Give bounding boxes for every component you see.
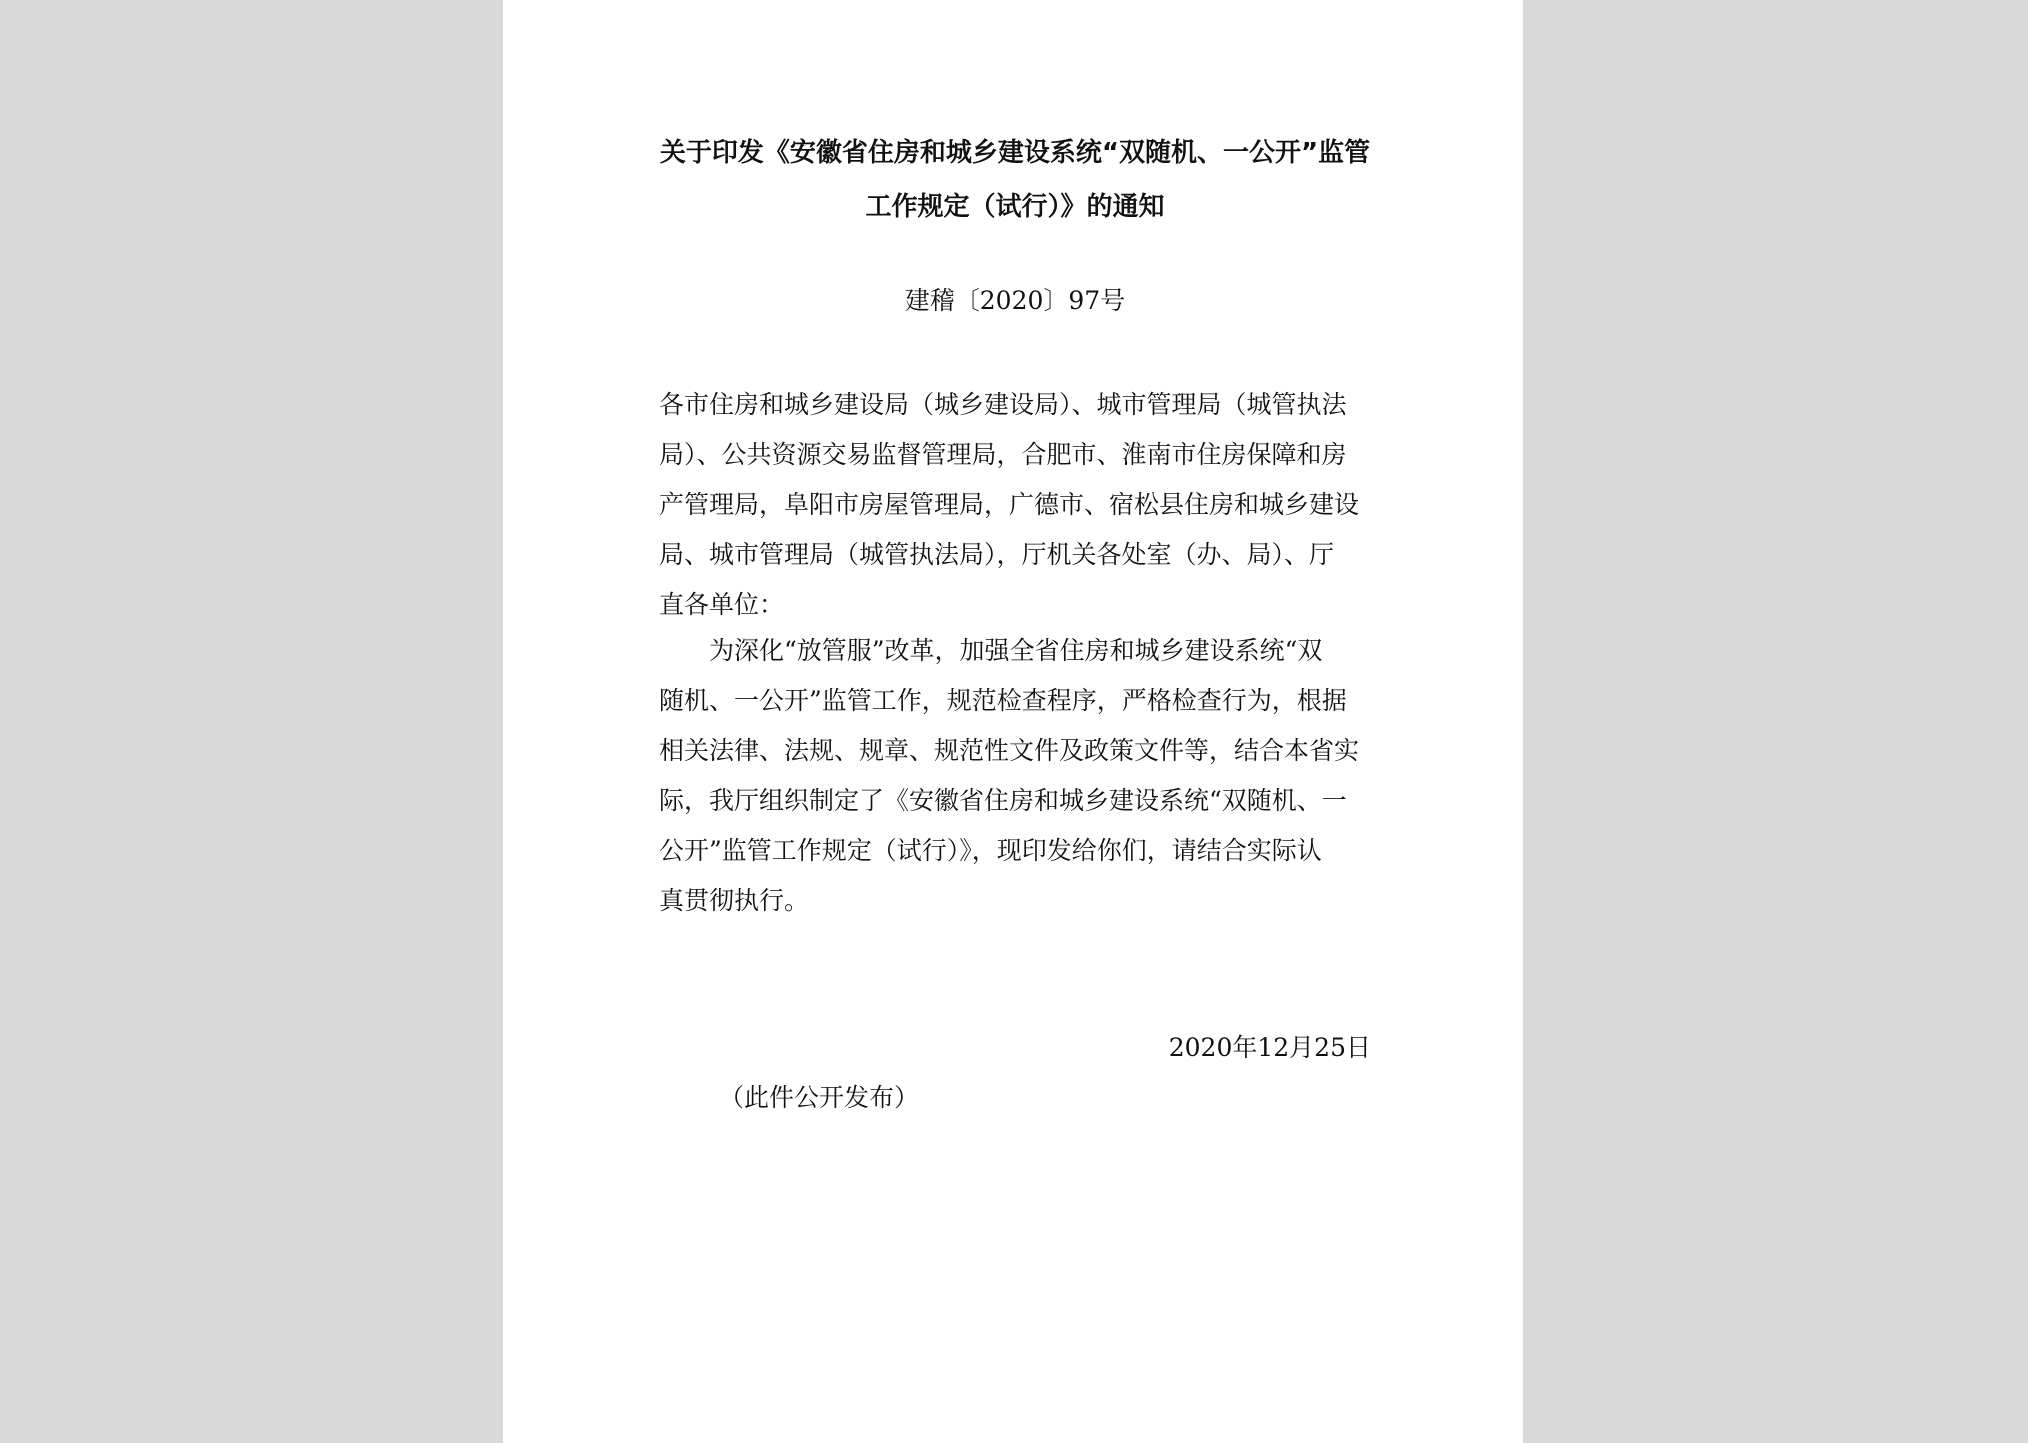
issue-date: 2020年12月25日 [1168, 1033, 1371, 1062]
addressee-line: 直各单位： [659, 590, 785, 619]
body-line: 为深化“放管服”改革，加强全省住房和城乡建设系统“双 [709, 636, 1323, 665]
document-title [659, 126, 1371, 234]
publication-note: （此件公开发布） [719, 1083, 920, 1112]
addressee-line: 局、城市管理局（城管执法局），厅机关各处室（办、局）、厅 [659, 540, 1335, 569]
title-line: 关于印发《安徽省住房和城乡建设系统“双随机、一公开”监管 [659, 138, 1371, 168]
document-number: 建稽〔2020〕97号 [904, 286, 1126, 315]
body-line: 真贯彻执行。 [659, 886, 810, 915]
title-line: 工作规定（试行）》的通知 [865, 192, 1165, 222]
body-line: 随机、一公开”监管工作，规范检查程序，严格检查行为，根据 [659, 686, 1347, 715]
body-paragraph [659, 626, 1371, 926]
addressee-line: 局）、公共资源交易监督管理局，合肥市、淮南市住房保障和房 [659, 440, 1347, 469]
body-line: 公开”监管工作规定（试行）》，现印发给你们，请结合实际认 [659, 836, 1322, 865]
body-line: 际，我厅组织制定了《安徽省住房和城乡建设系统“双随机、一 [659, 786, 1347, 815]
document-page [503, 0, 1523, 1443]
addressee-line: 各市住房和城乡建设局（城乡建设局）、城市管理局（城管执法 [659, 390, 1347, 419]
addressee-block [659, 380, 1371, 630]
body-line: 相关法律、法规、规章、规范性文件及政策文件等，结合本省实 [659, 736, 1360, 765]
addressee-line: 产管理局，阜阳市房屋管理局，广德市、宿松县住房和城乡建设 [659, 490, 1360, 519]
